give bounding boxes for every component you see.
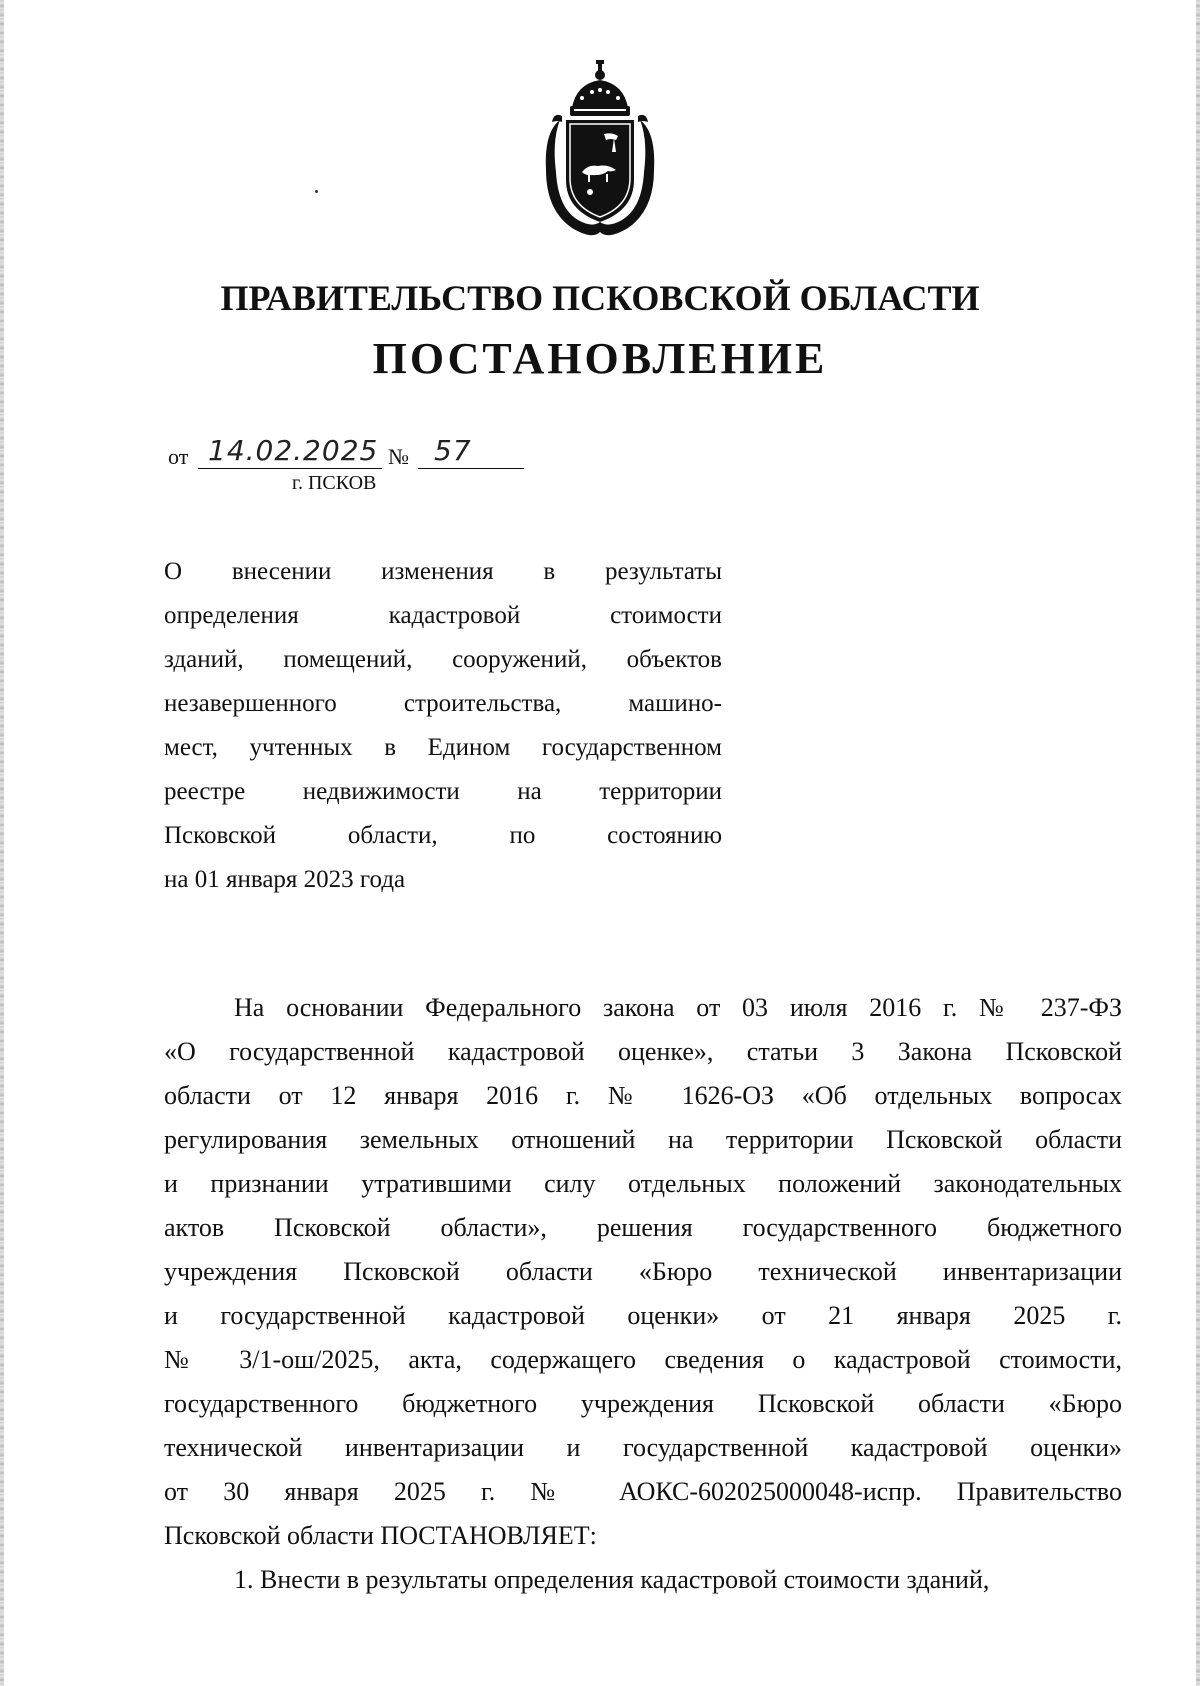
body-line: На основании Федерального закона от 03 июля 2016 г. № 237-ФЗ xyxy=(234,993,1122,1022)
body-line: и государственной кадастровой оценки» от 21 января 2025 г. xyxy=(164,1301,1122,1330)
clause-1-line: 1. Внести в результаты определения кадастровой стоимости зданий, xyxy=(234,1565,990,1594)
body-line: области от 12 января 2016 г. № 1626-ОЗ «Об отдельных вопросах xyxy=(164,1081,1122,1110)
body-line: и признании утратившими силу отдельных положений законодательных xyxy=(164,1169,1122,1198)
subject-line: реестре недвижимости на территории xyxy=(164,778,722,805)
date-underline xyxy=(198,468,382,469)
scan-edge-right xyxy=(1196,0,1200,1686)
number-value: 57 xyxy=(434,434,472,467)
date-label: от xyxy=(168,444,189,469)
body-line: учреждения Псковской области «Бюро технической инвентаризации xyxy=(164,1257,1122,1286)
body-line: актов Псковской области», решения государственного бюджетного xyxy=(164,1213,1122,1242)
number-label: № xyxy=(388,444,409,469)
coat-of-arms-icon xyxy=(532,60,668,246)
subject-line: на 01 января 2023 года xyxy=(164,866,406,893)
subject-block xyxy=(164,550,722,902)
scan-artifact-dot xyxy=(315,190,318,193)
scan-edge-left xyxy=(0,0,4,1686)
government-title: ПРАВИТЕЛЬСТВО ПСКОВСКОЙ ОБЛАСТИ xyxy=(220,278,980,318)
subject-line: мест, учтенных в Едином государственном xyxy=(164,734,722,761)
body-line: государственного бюджетного учреждения Псковской области «Бюро xyxy=(164,1389,1122,1418)
body-line: № 3/1-ош/2025, акта, содержащего сведения о кадастровой стоимости, xyxy=(164,1345,1122,1374)
subject-line: О внесении изменения в результаты xyxy=(164,558,722,585)
document-type-title: ПОСТАНОВЛЕНИЕ xyxy=(372,334,828,383)
subject-line: Псковской области, по состоянию xyxy=(164,822,722,849)
city-label: г. ПСКОВ xyxy=(292,472,377,494)
subject-line: определения кадастровой стоимости xyxy=(164,602,722,629)
body-line: регулирования земельных отношений на территории Псковской области xyxy=(164,1125,1122,1154)
body-paragraph xyxy=(164,986,1122,1602)
subject-line: незавершенного строительства, машино- xyxy=(164,690,722,717)
body-line: Псковской области ПОСТАНОВЛЯЕТ: xyxy=(164,1521,597,1550)
body-line: от 30 января 2025 г. № АОКС-602025000048-испр. Правительство xyxy=(164,1477,1122,1506)
subject-line: зданий, помещений, сооружений, объектов xyxy=(164,646,722,673)
number-underline xyxy=(418,468,524,469)
date-value: 14.02.2025 xyxy=(208,434,379,467)
body-line: технической инвентаризации и государственной кадастровой оценки» xyxy=(164,1433,1122,1462)
body-line: «О государственной кадастровой оценке», статьи 3 Закона Псковской xyxy=(164,1037,1122,1066)
